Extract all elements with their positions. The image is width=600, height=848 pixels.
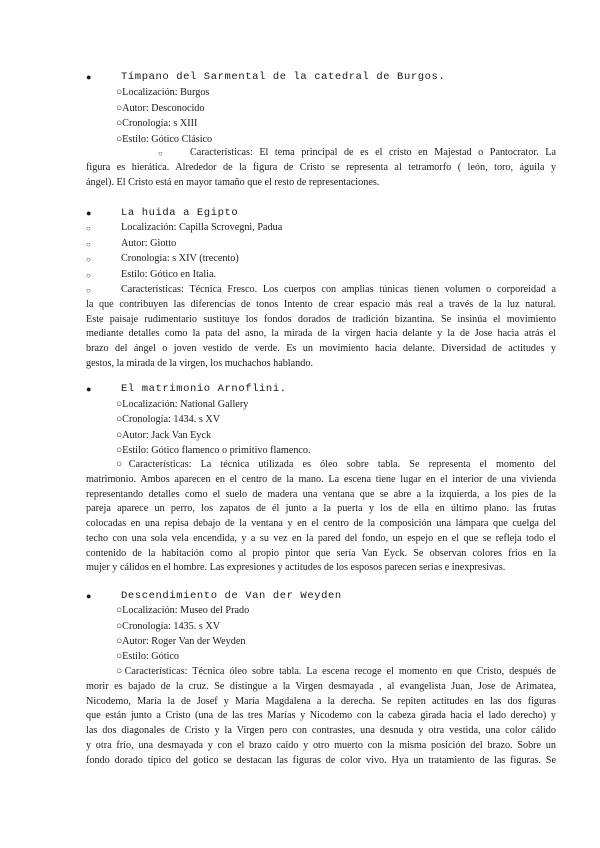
list-item: ○Estilo: Gótico [116, 651, 180, 662]
paragraph-line: que están junto a Cristo (una de las tres Marías y Nicodemo con la cabeza girada hacia el lado derecho) y [86, 710, 556, 722]
paragraph-line: mujer y cálidos en el hombre. Las expresiones y actitudes de los esposos parecen serias e inexpresivas. [86, 562, 506, 574]
paragraph-line: Este paisaje rudimentario sustituye los fondos dorados de tradición bizantina. Se insinúa el movimiento [86, 313, 556, 325]
paragraph-line: mediante detalles como la pata del asno, la mirada de la virgen hacia delante y la de Jose hacia atrás el [86, 328, 556, 340]
section-title: Tímpano del Sarmental de la catedral de Burgos. [121, 71, 446, 83]
list-item: ○Estilo: Gótico Clásico [116, 134, 213, 145]
section-paragraph [86, 161, 556, 190]
paragraph-line: Nicodemo, María la de Josef y María Magdalena a la derecha. Se repiten actitudes en las dos figuras [86, 695, 556, 707]
list-item: Cronología: s XIV (trecento) [121, 253, 239, 264]
paragraph-line: colocadas en una repisa debajo de la ventana y en el centro de la composición una lámpara que cuelga del [86, 518, 556, 530]
paragraph-line: contenido de la habitación como al propio pintor que sería Van Eyck. Se observan colores fríos en la [86, 547, 556, 559]
list-item: ○Localización: National Gallery [116, 399, 249, 410]
list-item: ○Cronología: s XIII [116, 118, 198, 129]
paragraph-line: la que contribuyen las diferencias de tonos Intento de crear espacio más real a través de la luz natural. [86, 299, 556, 310]
section-title: La huida a Egipto [121, 207, 239, 219]
section-paragraph [86, 680, 556, 768]
list-item: Autor: Giotto [121, 238, 177, 249]
bullet-icon: ● [86, 208, 92, 218]
list-item: ○Autor: Desconocido [116, 103, 205, 114]
list-item: ○Localización: Burgos [116, 87, 210, 98]
bullet-icon: ● [86, 72, 92, 82]
paragraph-line: Características: El tema principal de es el cristo en Majestad o Pantocrator. La [190, 147, 556, 158]
list-item: Localización: Capilla Scrovegni, Padua [121, 222, 283, 233]
circle-bullet-icon: ○ [86, 224, 91, 233]
section-title: Descendimiento de Van der Weyden [121, 590, 342, 602]
paragraph-line: representando detalles como el suelo de madera una ventana que se abre a la izquierda, a los pies de la [86, 488, 556, 500]
paragraph-line: gestos, la mirada de la virgen, los muchachos hablando. [86, 357, 313, 369]
paragraph-line: morir es bajado de la cruz. Se distingue a la Virgen desmayada , al evangelista Juan, Jose de Arimatea, [86, 681, 556, 692]
list-item: ○Autor: Roger Van der Weyden [116, 636, 246, 647]
section-paragraph [86, 298, 556, 372]
paragraph-line: pareja aparece un perro, los zapatos de él junto a la puerta y los de ella en último plano. las frutas [86, 503, 556, 515]
section-paragraph [86, 473, 556, 576]
list-item: ○Cronología: 1434. s XV [116, 414, 221, 425]
paragraph-line: las dos diagonales de Cristo y la Virgen pero con contrastes, una desnuda y otra vestida, una color cálido [86, 725, 556, 737]
paragraph-line: ángel). El Cristo está en mayor tamaño que el resto de representaciones. [86, 176, 380, 188]
bullet-icon: ● [86, 384, 92, 394]
bullet-icon: ● [86, 591, 92, 601]
paragraph-line: techo con una sola vela encendida, y a su vez en la pared del fondo, un espejo en el que se refleja todo el [86, 532, 556, 544]
circle-bullet-icon: ○ [86, 286, 91, 295]
paragraph-line: y otra frío, una desmayada y con el brazo caído y otro muerto con la misma posición del brazo. Sobre un [86, 739, 556, 751]
paragraph-line: ○Características: Técnica óleo sobre tabla. La escena recoge el momento en que Cristo, después de [116, 666, 556, 677]
paragraph-line: brazo del ángel o joven vestido de verde. Es un movimiento hacia delante. Diversidad de actitudes y [86, 343, 556, 355]
paragraph-line: Características: Técnica Fresco. Los cuerpos con amplias túnicas tienen volumen o corporeidad a [121, 284, 556, 295]
list-item: ○Cronología: 1435. s XV [116, 621, 221, 632]
paragraph-line: fondo dorado típico del gotico se destacan las figuras de color vivo. Hya un tratamiento de las figuras. Se [86, 754, 556, 766]
list-item: Estilo: Gótico en Italia. [121, 269, 217, 280]
paragraph-line: ○Características: La técnica utilizada es óleo sobre tabla. Se representa el momento del [116, 459, 556, 470]
paragraph-line: figura es hierática. Alrededor de la figura de Cristo se representa al tetramorfo ( león, toro, águila y [86, 162, 556, 173]
paragraph-line: matrimonio. Ambos aparecen en el centro de la mano. La escena tiene lugar en el interior de una vivienda [86, 474, 556, 485]
circle-bullet-icon: ○ [158, 149, 163, 158]
circle-bullet-icon: ○ [86, 255, 91, 264]
list-item: ○Autor: Jack Van Eyck [116, 430, 212, 441]
list-item: ○Localización: Museo del Prado [116, 605, 250, 616]
circle-bullet-icon: ○ [86, 271, 91, 280]
circle-bullet-icon: ○ [86, 240, 91, 249]
list-item: ○Estilo: Gótico flamenco o primitivo flamenco. [116, 445, 311, 456]
section-title: El matrimonio Arnoflini. [121, 383, 287, 395]
